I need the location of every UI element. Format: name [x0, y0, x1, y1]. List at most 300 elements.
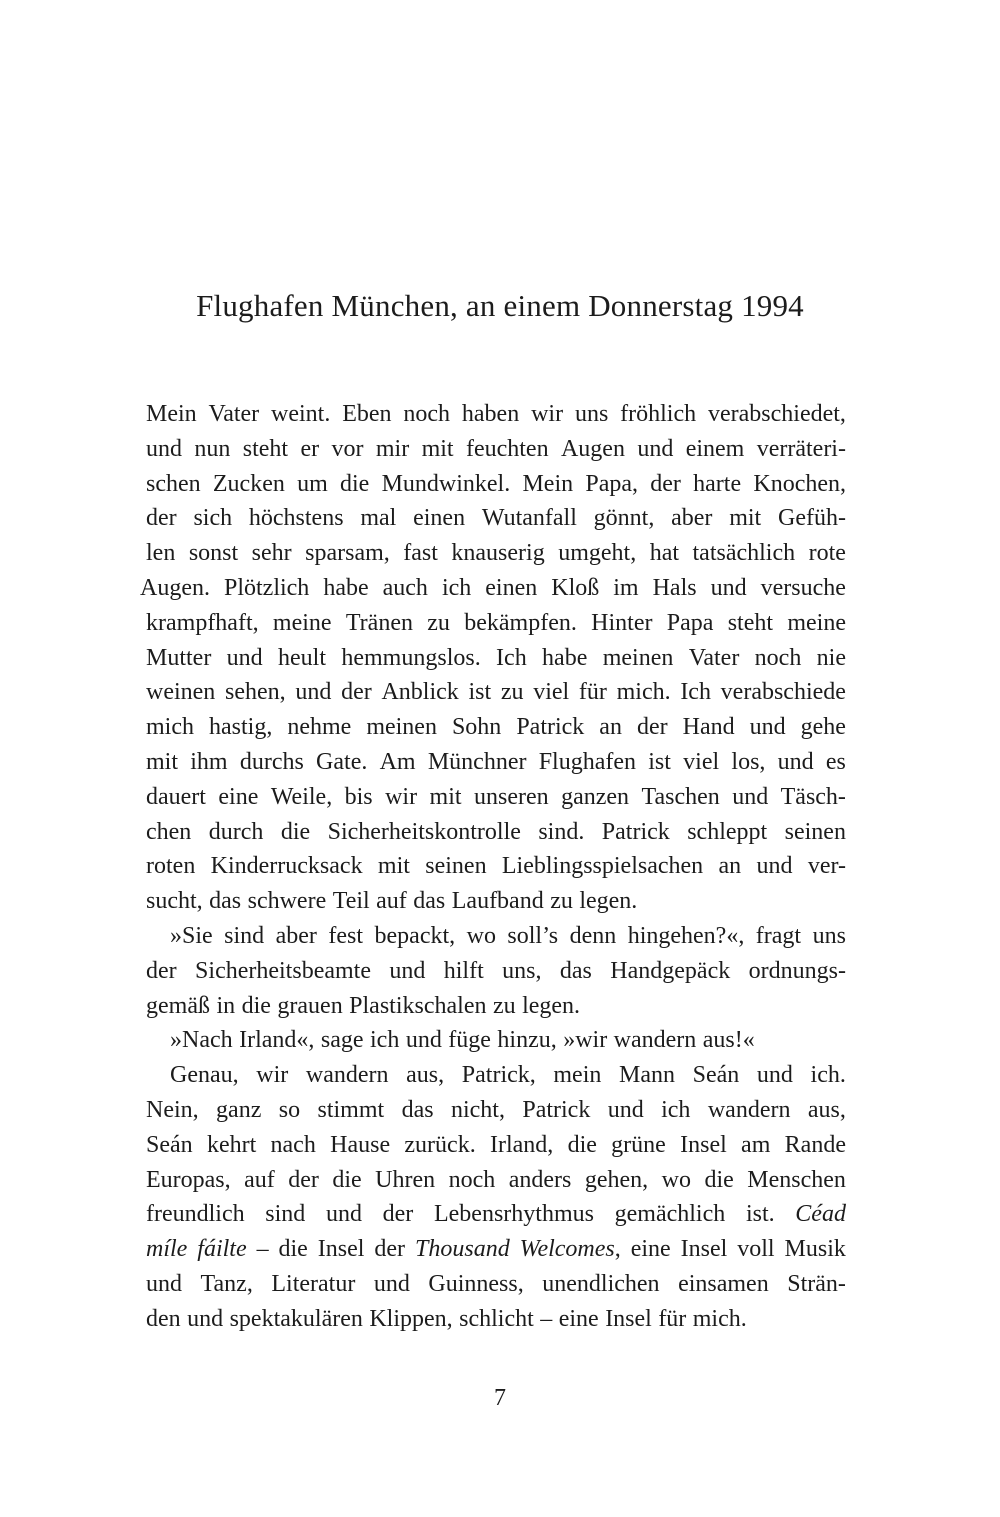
word: einsamen	[678, 1270, 769, 1297]
word: –	[540, 1305, 553, 1332]
text-line	[146, 1197, 846, 1232]
word: Insel	[317, 1236, 365, 1263]
word: Welcomes,	[519, 1236, 621, 1263]
word: schlicht	[459, 1305, 534, 1332]
word: –	[256, 1236, 269, 1263]
text-line	[146, 1058, 846, 1093]
word: weinen	[146, 679, 216, 706]
word: Irland,	[489, 1131, 554, 1158]
word: Gefüh-	[777, 505, 846, 532]
word: gemächlich	[614, 1201, 726, 1228]
word: zu	[500, 679, 524, 706]
word: er	[300, 435, 320, 462]
word: Hinter	[591, 609, 653, 636]
word: wandern	[707, 1096, 791, 1123]
text-line	[146, 536, 846, 571]
word: ist.	[745, 1201, 775, 1228]
word: Zucken	[212, 470, 285, 497]
word: gönnt,	[593, 505, 655, 532]
word: feuchten	[465, 435, 549, 462]
word: der	[650, 470, 681, 497]
word: rote	[808, 540, 846, 567]
word: einen	[413, 505, 466, 532]
word: Flughafen	[538, 748, 637, 775]
word: Nein,	[146, 1096, 199, 1123]
page-number: 7	[494, 1385, 506, 1411]
word: der	[382, 1201, 414, 1228]
word: Insel	[680, 1131, 727, 1158]
word: Irland«,	[239, 1027, 315, 1054]
word: sonst	[188, 540, 239, 567]
word: sich	[193, 505, 233, 532]
word: meine	[787, 609, 846, 636]
word: roten	[146, 853, 196, 880]
word: und	[405, 1027, 442, 1054]
text-line	[146, 675, 846, 710]
text-line	[146, 501, 846, 536]
word: hemmungslos.	[341, 644, 481, 671]
text-line	[146, 919, 846, 954]
word: Knochen,	[753, 470, 846, 497]
word: nicht,	[450, 1096, 505, 1123]
word: Plastikschalen	[349, 992, 487, 1019]
word: Taschen	[641, 783, 720, 810]
word: Rande	[784, 1131, 846, 1158]
word: Patrick	[601, 818, 670, 845]
word: unendlichen	[542, 1270, 660, 1297]
word: Mundwinkel.	[381, 470, 511, 497]
word: fröhlich	[620, 401, 697, 427]
word: aus,	[807, 1096, 846, 1123]
word: Ich	[496, 644, 527, 671]
text-line	[146, 954, 846, 989]
word: ich	[661, 1096, 691, 1123]
word: uns	[812, 922, 846, 949]
word: in	[216, 992, 236, 1019]
word: steht	[242, 435, 289, 462]
word: die	[332, 1166, 362, 1193]
word: noch	[448, 1166, 496, 1193]
word: Anblick	[381, 679, 459, 706]
word: denn	[569, 922, 617, 949]
word: Mein	[522, 470, 574, 497]
word: der	[341, 679, 372, 706]
word: dauert	[146, 783, 206, 810]
word: mich.	[616, 679, 671, 706]
word: knauserig	[451, 540, 545, 567]
word: anders	[508, 1166, 572, 1193]
word: ganzen	[561, 783, 630, 810]
word: sind	[224, 922, 265, 949]
word: len	[146, 540, 176, 567]
word: aber	[275, 922, 317, 949]
word: und	[373, 1270, 410, 1297]
word: seinen	[784, 818, 846, 845]
word: »wir	[563, 1027, 608, 1054]
word: wandern	[613, 1027, 697, 1054]
word: und	[732, 783, 769, 810]
word: vor	[331, 435, 364, 462]
word: und	[756, 1062, 793, 1089]
word: und	[756, 853, 793, 880]
text-line	[146, 606, 846, 641]
word: zu	[550, 888, 573, 915]
word: Täsch-	[780, 783, 846, 810]
word: soll’s	[507, 922, 559, 949]
word: wo	[661, 1166, 691, 1193]
text-line	[146, 1232, 846, 1267]
word: das	[559, 957, 592, 984]
word: die	[704, 1166, 734, 1193]
word: bepackt,	[374, 922, 456, 949]
word: einen	[485, 574, 538, 601]
word: um	[297, 470, 328, 497]
word: Teil	[332, 888, 370, 915]
body-text	[140, 397, 846, 1337]
text-line	[146, 849, 846, 884]
word: Laufband	[451, 888, 544, 915]
chapter-title: Flughafen München, an einem Donnerstag 1994	[196, 288, 804, 323]
word: Lebensrhythmus	[433, 1201, 594, 1228]
word: Menschen	[747, 1166, 846, 1193]
word: »Sie	[170, 922, 213, 949]
word: höchstens	[248, 505, 344, 532]
word: mit	[729, 505, 762, 532]
word: Hand	[682, 714, 735, 741]
word: das	[413, 888, 446, 915]
word: Uhren	[375, 1166, 436, 1193]
word: Seán	[146, 1131, 193, 1158]
word: schwere	[247, 888, 327, 915]
word: aus!«	[702, 1027, 755, 1054]
word: krampfhaft,	[146, 609, 259, 636]
word: legen.	[522, 992, 581, 1019]
word: spektakulären	[229, 1305, 363, 1332]
word: seinen	[425, 853, 487, 880]
text-line	[146, 397, 846, 432]
word: chen	[146, 818, 192, 845]
word: ver-	[807, 853, 846, 880]
word: weint.	[271, 401, 331, 427]
word: mit	[146, 748, 179, 775]
word: sparsam,	[305, 540, 390, 567]
word: nach	[270, 1131, 316, 1158]
word: grauen	[277, 992, 343, 1019]
word: und	[777, 748, 814, 775]
word: wir	[531, 401, 564, 427]
word: ist	[468, 679, 492, 706]
word: und	[187, 1305, 224, 1332]
word: eine	[630, 1236, 671, 1263]
word: den	[146, 1305, 181, 1332]
word: Tanz,	[200, 1270, 253, 1297]
word: Augen.	[140, 574, 210, 601]
word: das	[209, 888, 242, 915]
word: ordnungs-	[748, 957, 846, 984]
word: aber	[671, 505, 713, 532]
word: Gate.	[316, 748, 368, 775]
word: ist	[648, 748, 671, 775]
word: der	[146, 505, 177, 532]
word: noch	[754, 644, 802, 671]
word: Strän-	[787, 1270, 846, 1297]
word: Thousand	[415, 1236, 510, 1263]
word: Sicherheitskontrolle	[327, 818, 521, 845]
word: grüne	[611, 1131, 666, 1158]
word: die	[278, 1236, 308, 1263]
word: sucht,	[146, 888, 203, 915]
word: hinzu,	[497, 1027, 557, 1054]
word: das	[401, 1096, 434, 1123]
word: so	[278, 1096, 301, 1123]
word: und	[607, 1096, 644, 1123]
word: mir	[375, 435, 410, 462]
word: hingehen?«,	[627, 922, 745, 949]
word: auf	[244, 1166, 275, 1193]
word: viel	[683, 748, 720, 775]
word: habe	[542, 644, 588, 671]
word: mit	[377, 853, 410, 880]
word: und	[389, 957, 426, 984]
word: sehr	[251, 540, 292, 567]
word: Kloß	[551, 574, 600, 601]
word: Lieblingsspielsachen	[501, 853, 704, 880]
word: Handgepäck	[610, 957, 731, 984]
text-line	[146, 884, 846, 919]
word: fáilte	[197, 1236, 247, 1263]
word: der	[146, 957, 177, 984]
word: meinen	[366, 714, 437, 741]
word: ich.	[810, 1062, 846, 1089]
text-line	[140, 571, 846, 606]
text-line	[146, 710, 846, 745]
word: gehe	[800, 714, 846, 741]
word: los,	[731, 748, 766, 775]
word: Wutanfall	[481, 505, 577, 532]
word: Vater	[208, 401, 260, 427]
word: zu	[427, 609, 450, 636]
word: und	[749, 714, 786, 741]
word: der	[374, 1236, 406, 1263]
word: ich	[370, 1027, 400, 1054]
word: der	[636, 714, 668, 741]
word: einem	[685, 435, 745, 462]
word: Vater	[688, 644, 740, 671]
word: kehrt	[206, 1131, 257, 1158]
word: míle	[146, 1236, 188, 1263]
text-line	[146, 1023, 846, 1058]
word: harte	[693, 470, 742, 497]
word: und	[146, 435, 182, 462]
word: bekämpfen.	[464, 609, 577, 636]
word: Eben	[342, 401, 392, 427]
word: zurück.	[404, 1131, 476, 1158]
word: fragt	[755, 922, 802, 949]
word: verabschiedet,	[707, 401, 846, 427]
word: umgeht,	[558, 540, 637, 567]
word: uns,	[502, 957, 542, 984]
word: stimmt	[317, 1096, 385, 1123]
word: die	[280, 818, 311, 845]
word: Céad	[795, 1201, 846, 1228]
word: nie	[816, 644, 846, 671]
word: Guinness,	[428, 1270, 524, 1297]
word: uns	[574, 401, 609, 427]
word: durchs	[239, 748, 304, 775]
word: es	[825, 748, 846, 775]
word: noch	[403, 401, 451, 427]
word: gehen,	[584, 1166, 649, 1193]
word: verabschiede	[720, 679, 846, 706]
word: mein	[553, 1062, 602, 1089]
word: Sicherheitsbeamte	[195, 957, 371, 984]
word: steht	[727, 609, 774, 636]
word: Patrick,	[461, 1062, 536, 1089]
word: wo	[466, 922, 496, 949]
word: nun	[194, 435, 231, 462]
word: fast	[403, 540, 438, 567]
word: Mein	[146, 401, 197, 427]
word: hastig,	[209, 714, 273, 741]
word: legen.	[579, 888, 638, 915]
word: die	[340, 470, 370, 497]
word: verräteri-	[756, 435, 846, 462]
word: Seán	[692, 1062, 740, 1089]
word: mal	[360, 505, 397, 532]
text-line	[146, 467, 846, 502]
word: auf	[376, 888, 407, 915]
text-line	[146, 1163, 846, 1198]
word: auch	[382, 574, 428, 601]
word: und	[226, 644, 263, 671]
word: bis	[344, 783, 373, 810]
word: ganz	[216, 1096, 262, 1123]
word: wandern	[305, 1062, 389, 1089]
word: und	[295, 679, 332, 706]
word: unseren	[473, 783, 549, 810]
word: der	[288, 1166, 319, 1193]
word: Patrick	[516, 714, 585, 741]
word: viel	[533, 679, 570, 706]
word: und	[146, 1270, 182, 1297]
word: Genau,	[170, 1062, 239, 1089]
word: tatsächlich	[692, 540, 796, 567]
word: für	[578, 679, 607, 706]
word: Münchner	[427, 748, 527, 775]
word: haben	[461, 401, 520, 427]
word: mich	[146, 714, 194, 741]
word: eine	[218, 783, 259, 810]
word: habe	[323, 574, 369, 601]
word: für	[658, 1305, 687, 1332]
word: die	[567, 1131, 597, 1158]
word: Insel	[605, 1305, 652, 1332]
word: Mutter	[146, 644, 212, 671]
word: Musik	[784, 1236, 846, 1263]
word: Hause	[330, 1131, 391, 1158]
word: hilft	[443, 957, 484, 984]
word: fest	[328, 922, 364, 949]
word: meinen	[602, 644, 674, 671]
word: heult	[278, 644, 327, 671]
word: Augen	[560, 435, 625, 462]
word: Europas,	[146, 1166, 231, 1193]
word: Tränen	[345, 609, 413, 636]
text-line	[146, 432, 846, 467]
word: sehen,	[225, 679, 286, 706]
word: gemäß	[146, 992, 210, 1019]
word: Mann	[619, 1062, 676, 1089]
word: schen	[146, 470, 201, 497]
word: ich	[441, 574, 472, 601]
word: eine	[558, 1305, 599, 1332]
word: »Nach	[170, 1027, 233, 1054]
word: Plötzlich	[223, 574, 310, 601]
text-line	[146, 745, 846, 780]
word: und	[325, 1201, 362, 1228]
word: im	[613, 574, 639, 601]
word: freundlich	[146, 1201, 245, 1228]
word: Literatur	[271, 1270, 356, 1297]
word: Papa,	[585, 470, 639, 497]
word: am	[741, 1131, 771, 1158]
word: mit	[421, 435, 454, 462]
word: an	[718, 853, 742, 880]
word: voll	[737, 1236, 775, 1263]
word: Sohn	[451, 714, 502, 741]
word: Ich	[680, 679, 711, 706]
word: Hals	[652, 574, 697, 601]
word: mich.	[692, 1305, 747, 1332]
word: wir	[385, 783, 418, 810]
text-line	[146, 989, 846, 1024]
word: zu	[492, 992, 516, 1019]
word: und	[637, 435, 674, 462]
text-line	[146, 641, 846, 676]
text-line	[146, 1267, 846, 1302]
word: sind	[265, 1201, 306, 1228]
word: mit	[429, 783, 462, 810]
word: Patrick	[522, 1096, 591, 1123]
word: und	[710, 574, 747, 601]
word: durch	[208, 818, 264, 845]
word: an	[599, 714, 622, 741]
word: die	[241, 992, 271, 1019]
word: Am	[379, 748, 416, 775]
word: Insel	[680, 1236, 728, 1263]
word: hat	[649, 540, 680, 567]
text-line	[146, 780, 846, 815]
word: schleppt	[687, 818, 768, 845]
word: sind.	[538, 818, 585, 845]
text-line	[146, 1093, 846, 1128]
text-line	[146, 815, 846, 850]
word: füge	[448, 1027, 491, 1054]
word: versuche	[760, 574, 846, 601]
word: aus,	[406, 1062, 445, 1089]
word: Kinderrucksack	[210, 853, 363, 880]
word: sage	[320, 1027, 364, 1054]
text-line	[146, 1128, 846, 1163]
word: Papa	[666, 609, 714, 636]
word: Weile,	[270, 783, 333, 810]
word: Klippen,	[369, 1305, 453, 1332]
word: meine	[272, 609, 332, 636]
text-line	[146, 1302, 846, 1337]
word: ihm	[190, 748, 228, 775]
word: nehme	[287, 714, 352, 741]
word: wir	[256, 1062, 289, 1089]
